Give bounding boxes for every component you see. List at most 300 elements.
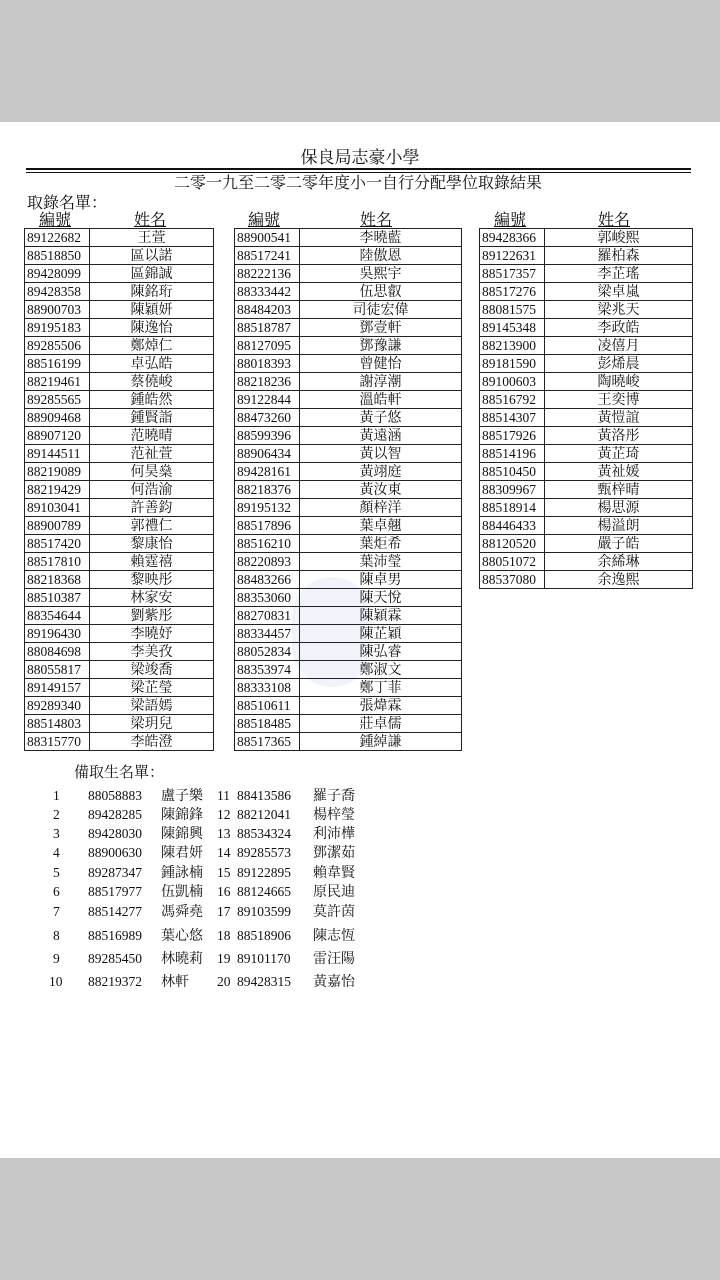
- student-id: 88084698: [25, 643, 90, 661]
- student-name: 凌僖月: [545, 337, 693, 355]
- student-name: 何浩渝: [90, 481, 214, 499]
- student-id: 88218236: [235, 373, 300, 391]
- school-name: 保良局志豪小學: [300, 148, 420, 168]
- table-row: [25, 517, 214, 535]
- table-row: [25, 373, 214, 391]
- student-id: 89285506: [25, 337, 90, 355]
- student-name: 梁兆天: [545, 301, 693, 319]
- table-row: [235, 553, 462, 571]
- waitlist-name: 林軒: [161, 974, 189, 990]
- table-row: [25, 427, 214, 445]
- student-id: 88334457: [235, 625, 300, 643]
- student-name: 梁卓嵐: [545, 283, 693, 301]
- student-name: 李政皓: [545, 319, 693, 337]
- student-name: 嚴子皓: [545, 535, 693, 553]
- table-row: [25, 661, 214, 679]
- student-id: 88333442: [235, 283, 300, 301]
- student-id: 88909468: [25, 409, 90, 427]
- student-id: 89122844: [235, 391, 300, 409]
- student-name: 余逸熙: [545, 571, 693, 589]
- waitlist-number: 11: [217, 788, 230, 803]
- student-name: 葉卓翹: [300, 517, 462, 535]
- student-id: 88906434: [235, 445, 300, 463]
- table-row: [480, 481, 693, 499]
- student-id: 88219429: [25, 481, 90, 499]
- student-name: 黃祉媛: [545, 463, 693, 481]
- student-id: 88353060: [235, 589, 300, 607]
- student-id: 88219089: [25, 463, 90, 481]
- student-name: 蔡僥峻: [90, 373, 214, 391]
- table-row: [25, 625, 214, 643]
- table-row: [235, 733, 462, 751]
- waitlist-number: 18: [217, 928, 231, 943]
- table-row: [235, 247, 462, 265]
- waitlist-name: 盧子樂: [161, 788, 203, 804]
- table-row: [480, 283, 693, 301]
- waitlist-id: 88534324: [237, 826, 291, 841]
- student-id: 88514803: [25, 715, 90, 733]
- student-name: 梁玥兒: [90, 715, 214, 733]
- student-id: 88127095: [235, 337, 300, 355]
- student-name: 司徒宏偉: [300, 301, 462, 319]
- student-name: 陳穎霖: [300, 607, 462, 625]
- student-id: 88510450: [480, 463, 545, 481]
- waitlist-label: 備取生名單：: [74, 763, 165, 781]
- waitlist-name: 陳志恆: [313, 928, 355, 944]
- waitlist-id: 89101170: [237, 951, 291, 966]
- table-row: [235, 265, 462, 283]
- waitlist-name: 雷汪陽: [313, 951, 355, 967]
- waitlist-id: 89428315: [237, 974, 291, 989]
- table-row: [480, 553, 693, 571]
- student-id: 88051072: [480, 553, 545, 571]
- student-name: 鄧壹軒: [300, 319, 462, 337]
- waitlist-id: 88516989: [88, 928, 142, 943]
- student-name: 黎映彤: [90, 571, 214, 589]
- student-name: 黃汝東: [300, 481, 462, 499]
- student-id: 89428366: [480, 229, 545, 247]
- waitlist-name: 陳錦鋒: [161, 807, 203, 823]
- waitlist-name: 鍾詠楠: [161, 865, 203, 881]
- table-row: [235, 427, 462, 445]
- table-row: [25, 409, 214, 427]
- student-name: 許善鈞: [90, 499, 214, 517]
- student-name: 李曉妤: [90, 625, 214, 643]
- student-id: 89144511: [25, 445, 90, 463]
- student-id: 88055817: [25, 661, 90, 679]
- waitlist-number: 17: [217, 904, 231, 919]
- table-row: [25, 481, 214, 499]
- student-id: 89122631: [480, 247, 545, 265]
- table-row: [480, 391, 693, 409]
- waitlist-id: 89285573: [237, 845, 291, 860]
- waitlist-number: 8: [53, 928, 60, 943]
- table-row: [25, 643, 214, 661]
- student-name: 鍾皓然: [90, 391, 214, 409]
- waitlist-number: 9: [53, 951, 60, 966]
- waitlist-number: 1: [53, 788, 60, 803]
- col3-id-header: 編號: [494, 210, 527, 229]
- student-id: 88213900: [480, 337, 545, 355]
- student-id: 88052834: [235, 643, 300, 661]
- table-row: [235, 715, 462, 733]
- student-id: 89428161: [235, 463, 300, 481]
- document-page: [0, 122, 720, 1158]
- table-row: [480, 535, 693, 553]
- waitlist-id: 88212041: [237, 807, 291, 822]
- table-row: [235, 463, 462, 481]
- title-rule-thick: [26, 168, 691, 170]
- table-row: [25, 391, 214, 409]
- student-id: 89103041: [25, 499, 90, 517]
- student-name: 莊卓儒: [300, 715, 462, 733]
- student-name: 余絺琳: [545, 553, 693, 571]
- table-row: [235, 589, 462, 607]
- student-name: 陳天悅: [300, 589, 462, 607]
- waitlist-number: 20: [217, 974, 231, 989]
- table-row: [480, 517, 693, 535]
- table-row: [480, 571, 693, 589]
- student-id: 88510611: [235, 697, 300, 715]
- student-name: 曾健怡: [300, 355, 462, 373]
- waitlist-id: 89122895: [237, 865, 291, 880]
- student-id: 88900789: [25, 517, 90, 535]
- student-name: 黃芷琦: [545, 445, 693, 463]
- student-name: 何昊燊: [90, 463, 214, 481]
- student-id: 88518914: [480, 499, 545, 517]
- student-id: 89149157: [25, 679, 90, 697]
- student-id: 88446433: [480, 517, 545, 535]
- student-id: 88517365: [235, 733, 300, 751]
- admitted-table-1: [24, 228, 214, 751]
- student-id: 88018393: [235, 355, 300, 373]
- student-name: 鍾賢詣: [90, 409, 214, 427]
- table-row: [25, 319, 214, 337]
- table-row: [235, 229, 462, 247]
- waitlist-number: 6: [53, 884, 60, 899]
- waitlist-id: 88514277: [88, 904, 142, 919]
- student-id: 89428099: [25, 265, 90, 283]
- waitlist-id: 89428285: [88, 807, 142, 822]
- table-row: [235, 535, 462, 553]
- waitlist-name: 馮舜堯: [161, 904, 203, 920]
- table-row: [480, 445, 693, 463]
- student-name: 黃以智: [300, 445, 462, 463]
- student-name: 李皓澄: [90, 733, 214, 751]
- table-row: [25, 733, 214, 751]
- table-row: [235, 625, 462, 643]
- student-name: 陳逸怡: [90, 319, 214, 337]
- waitlist-number: 15: [217, 865, 231, 880]
- table-row: [235, 301, 462, 319]
- waitlist-number: 16: [217, 884, 231, 899]
- student-name: 范曉晴: [90, 427, 214, 445]
- student-name: 賴霆禧: [90, 553, 214, 571]
- col2-name-header: 姓名: [360, 210, 393, 229]
- student-name: 楊思源: [545, 499, 693, 517]
- table-row: [235, 355, 462, 373]
- student-name: 彭烯晨: [545, 355, 693, 373]
- admitted-table-3: [479, 228, 693, 589]
- waitlist-id: 89287347: [88, 865, 142, 880]
- student-id: 88517241: [235, 247, 300, 265]
- table-row: [480, 247, 693, 265]
- waitlist-number: 14: [217, 845, 231, 860]
- student-name: 溫皓軒: [300, 391, 462, 409]
- student-id: 88220893: [235, 553, 300, 571]
- waitlist-number: 7: [53, 904, 60, 919]
- waitlist-name: 陳錦興: [161, 826, 203, 842]
- table-row: [235, 409, 462, 427]
- student-name: 黃洛彤: [545, 427, 693, 445]
- student-name: 陳卓男: [300, 571, 462, 589]
- student-name: 卓弘皓: [90, 355, 214, 373]
- waitlist-name: 賴韋賢: [313, 865, 355, 881]
- student-id: 89145348: [480, 319, 545, 337]
- table-row: [25, 283, 214, 301]
- waitlist-number: 12: [217, 807, 231, 822]
- table-row: [480, 373, 693, 391]
- student-name: 梁芷瑩: [90, 679, 214, 697]
- waitlist-id: 88900630: [88, 845, 142, 860]
- student-id: 88907120: [25, 427, 90, 445]
- student-name: 陳芷穎: [300, 625, 462, 643]
- waitlist-id: 88219372: [88, 974, 142, 989]
- table-row: [25, 463, 214, 481]
- student-name: 林家安: [90, 589, 214, 607]
- student-id: 88537080: [480, 571, 545, 589]
- waitlist-name: 伍凱楠: [161, 884, 203, 900]
- waitlist-number: 3: [53, 826, 60, 841]
- student-name: 區以諾: [90, 247, 214, 265]
- student-name: 陳銘珩: [90, 283, 214, 301]
- student-id: 88517926: [480, 427, 545, 445]
- table-row: [235, 679, 462, 697]
- waitlist-name: 羅子喬: [313, 788, 355, 804]
- student-name: 黃子悠: [300, 409, 462, 427]
- document-title: 二零一九至二零二零年度小一自行分配學位取錄結果: [173, 173, 542, 192]
- student-name: 鄭丁菲: [300, 679, 462, 697]
- waitlist-name: 陳君妍: [161, 845, 203, 861]
- student-id: 88516210: [235, 535, 300, 553]
- student-name: 李芷瑤: [545, 265, 693, 283]
- table-row: [480, 337, 693, 355]
- table-row: [25, 553, 214, 571]
- student-name: 劉紫彤: [90, 607, 214, 625]
- table-row: [235, 481, 462, 499]
- student-id: 88900541: [235, 229, 300, 247]
- student-name: 羅柏森: [545, 247, 693, 265]
- student-id: 88354644: [25, 607, 90, 625]
- waitlist-id: 88058883: [88, 788, 142, 803]
- waitlist-name: 葉心悠: [161, 928, 203, 944]
- waitlist-name: 原民迪: [313, 884, 355, 900]
- student-name: 郭禮仁: [90, 517, 214, 535]
- student-name: 甄梓晴: [545, 481, 693, 499]
- student-name: 梁竣喬: [90, 661, 214, 679]
- student-name: 梁語嫣: [90, 697, 214, 715]
- table-row: [480, 229, 693, 247]
- table-row: [25, 679, 214, 697]
- waitlist-name: 鄧潔茹: [313, 845, 355, 861]
- student-name: 陸傲恩: [300, 247, 462, 265]
- student-name: 葉炬希: [300, 535, 462, 553]
- table-row: [235, 283, 462, 301]
- waitlist-id: 88518906: [237, 928, 291, 943]
- col3-name-header: 姓名: [598, 210, 631, 229]
- table-row: [25, 571, 214, 589]
- student-id: 88483266: [235, 571, 300, 589]
- waitlist-id: 88413586: [237, 788, 291, 803]
- table-row: [25, 499, 214, 517]
- student-name: 陳弘睿: [300, 643, 462, 661]
- table-row: [25, 229, 214, 247]
- table-row: [25, 265, 214, 283]
- student-id: 88081575: [480, 301, 545, 319]
- student-name: 吳熙宇: [300, 265, 462, 283]
- table-row: [25, 247, 214, 265]
- student-name: 鄭焯仁: [90, 337, 214, 355]
- student-name: 張煒霖: [300, 697, 462, 715]
- waitlist-id: 88124665: [237, 884, 291, 899]
- table-row: [480, 301, 693, 319]
- table-row: [480, 319, 693, 337]
- table-row: [235, 697, 462, 715]
- student-name: 王萱: [90, 229, 214, 247]
- student-name: 鍾綽謙: [300, 733, 462, 751]
- waitlist-name: 利沛樺: [313, 826, 355, 842]
- table-row: [480, 427, 693, 445]
- waitlist-name: 楊梓瑩: [313, 807, 355, 823]
- student-id: 88517276: [480, 283, 545, 301]
- student-id: 89195132: [235, 499, 300, 517]
- table-row: [235, 337, 462, 355]
- student-name: 陶曉峻: [545, 373, 693, 391]
- table-row: [235, 373, 462, 391]
- student-name: 陳穎妍: [90, 301, 214, 319]
- student-id: 88222136: [235, 265, 300, 283]
- student-name: 黎康怡: [90, 535, 214, 553]
- table-row: [235, 499, 462, 517]
- col1-name-header: 姓名: [134, 210, 167, 229]
- table-row: [25, 589, 214, 607]
- table-row: [480, 463, 693, 481]
- student-id: 88518787: [235, 319, 300, 337]
- student-id: 88473260: [235, 409, 300, 427]
- student-name: 顏梓洋: [300, 499, 462, 517]
- student-id: 88484203: [235, 301, 300, 319]
- student-id: 88315770: [25, 733, 90, 751]
- student-id: 89122682: [25, 229, 90, 247]
- table-row: [25, 715, 214, 733]
- student-name: 李曉藍: [300, 229, 462, 247]
- student-id: 88353974: [235, 661, 300, 679]
- student-id: 89285565: [25, 391, 90, 409]
- waitlist-number: 13: [217, 826, 231, 841]
- table-row: [480, 499, 693, 517]
- student-name: 黃愷誼: [545, 409, 693, 427]
- student-id: 88514196: [480, 445, 545, 463]
- waitlist-number: 19: [217, 951, 231, 966]
- student-name: 李美孜: [90, 643, 214, 661]
- student-id: 88518485: [235, 715, 300, 733]
- student-id: 89195183: [25, 319, 90, 337]
- waitlist-id: 89103599: [237, 904, 291, 919]
- table-row: [25, 355, 214, 373]
- table-row: [480, 409, 693, 427]
- waitlist-id: 89428030: [88, 826, 142, 841]
- student-id: 88517810: [25, 553, 90, 571]
- student-id: 89196430: [25, 625, 90, 643]
- student-id: 88219461: [25, 373, 90, 391]
- waitlist-number: 10: [49, 974, 63, 989]
- table-row: [235, 607, 462, 625]
- waitlist-name: 林曉莉: [161, 951, 203, 967]
- student-name: 黃遠涵: [300, 427, 462, 445]
- student-id: 88517357: [480, 265, 545, 283]
- waitlist-number: 5: [53, 865, 60, 880]
- student-id: 88270831: [235, 607, 300, 625]
- waitlist-name: 莫許茵: [313, 904, 355, 920]
- student-name: 謝淳潮: [300, 373, 462, 391]
- student-name: 伍思叡: [300, 283, 462, 301]
- student-id: 88516199: [25, 355, 90, 373]
- student-id: 88517420: [25, 535, 90, 553]
- table-row: [25, 535, 214, 553]
- table-row: [235, 391, 462, 409]
- table-row: [480, 355, 693, 373]
- student-name: 葉沛瑩: [300, 553, 462, 571]
- student-name: 區錦誠: [90, 265, 214, 283]
- student-id: 88518850: [25, 247, 90, 265]
- waitlist-id: 88517977: [88, 884, 142, 899]
- student-id: 88218376: [235, 481, 300, 499]
- table-row: [235, 445, 462, 463]
- student-name: 范祉萱: [90, 445, 214, 463]
- table-row: [25, 337, 214, 355]
- student-name: 黃翊庭: [300, 463, 462, 481]
- student-id: 88514307: [480, 409, 545, 427]
- student-id: 88120520: [480, 535, 545, 553]
- table-row: [235, 517, 462, 535]
- student-id: 89289340: [25, 697, 90, 715]
- student-name: 楊溢朗: [545, 517, 693, 535]
- student-id: 88510387: [25, 589, 90, 607]
- student-id: 88517896: [235, 517, 300, 535]
- student-name: 王奕博: [545, 391, 693, 409]
- student-name: 郭峻熙: [545, 229, 693, 247]
- col1-id-header: 編號: [39, 210, 72, 229]
- student-id: 88218368: [25, 571, 90, 589]
- table-row: [235, 661, 462, 679]
- table-row: [235, 643, 462, 661]
- student-id: 88309967: [480, 481, 545, 499]
- student-id: 88599396: [235, 427, 300, 445]
- table-row: [25, 607, 214, 625]
- table-row: [25, 445, 214, 463]
- student-name: 鄭淑文: [300, 661, 462, 679]
- student-id: 88900703: [25, 301, 90, 319]
- student-name: 鄧豫謙: [300, 337, 462, 355]
- waitlist-number: 2: [53, 807, 60, 822]
- student-id: 88333108: [235, 679, 300, 697]
- table-row: [25, 301, 214, 319]
- table-row: [480, 265, 693, 283]
- student-id: 88516792: [480, 391, 545, 409]
- table-row: [235, 319, 462, 337]
- waitlist-name: 黃嘉怡: [313, 974, 355, 990]
- table-row: [235, 571, 462, 589]
